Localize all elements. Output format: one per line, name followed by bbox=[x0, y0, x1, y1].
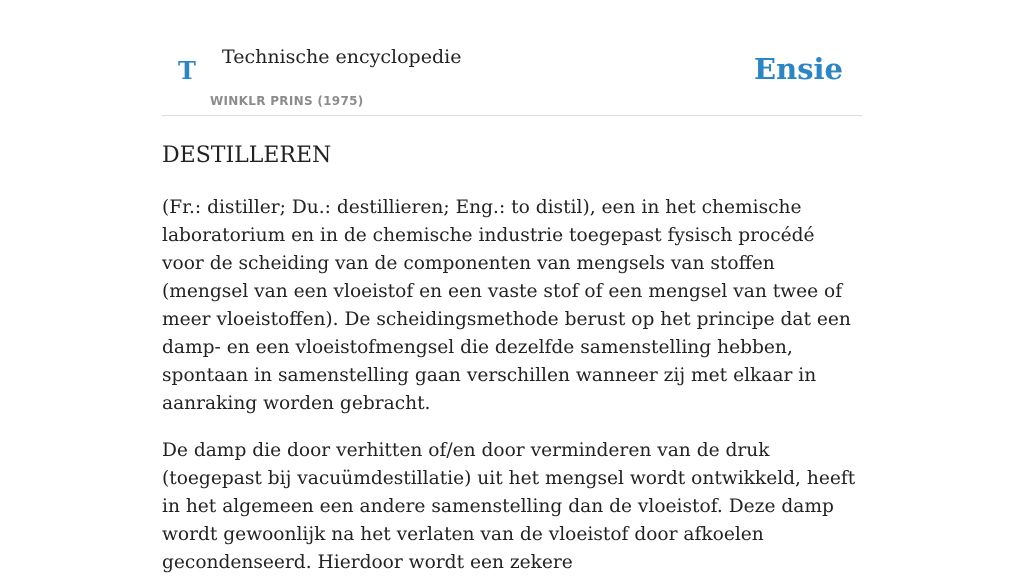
page bbox=[162, 0, 862, 577]
header bbox=[162, 0, 862, 116]
book-source: WINKLR PRINS (1975) bbox=[210, 94, 364, 108]
entry-content bbox=[162, 144, 862, 577]
book-logo-icon[interactable]: T bbox=[178, 56, 196, 85]
entry-paragraph: (Fr.: distiller; Du.: destillieren; Eng.: to distil), een in het chemische laboratorium en in de chemische industrie toegepast fysisch procédé voor de scheiding van de componenten van mengsels van stoffen (mengsel van een vloeistof en een vaste stof of een mengsel van twee of meer vloeistoffen). De scheidingsmethode berust op het principe dat een damp- en een vloeistofmengsel die dezelfde samenstelling hebben, spontaan in samenstelling gaan verschillen wanneer zij met elkaar in aanraking worden gebracht. bbox=[162, 197, 851, 414]
brand-logo[interactable]: Ensie bbox=[754, 52, 843, 86]
book-title[interactable]: Technische encyclopedie bbox=[222, 46, 462, 68]
entry-paragraph: De damp die door verhitten of/en door verminderen van de druk (toegepast bij vacuümdestillatie) uit het mengsel wordt ontwikkeld, heeft in het algemeen een andere samenstelling dan de vloeistof. Deze damp wordt gewoonlijk na het verlaten van de vloeistof door afkoelen gecondenseerd. Hierdoor wordt een zekere bbox=[162, 440, 856, 573]
entry-title: DESTILLEREN bbox=[162, 143, 332, 168]
